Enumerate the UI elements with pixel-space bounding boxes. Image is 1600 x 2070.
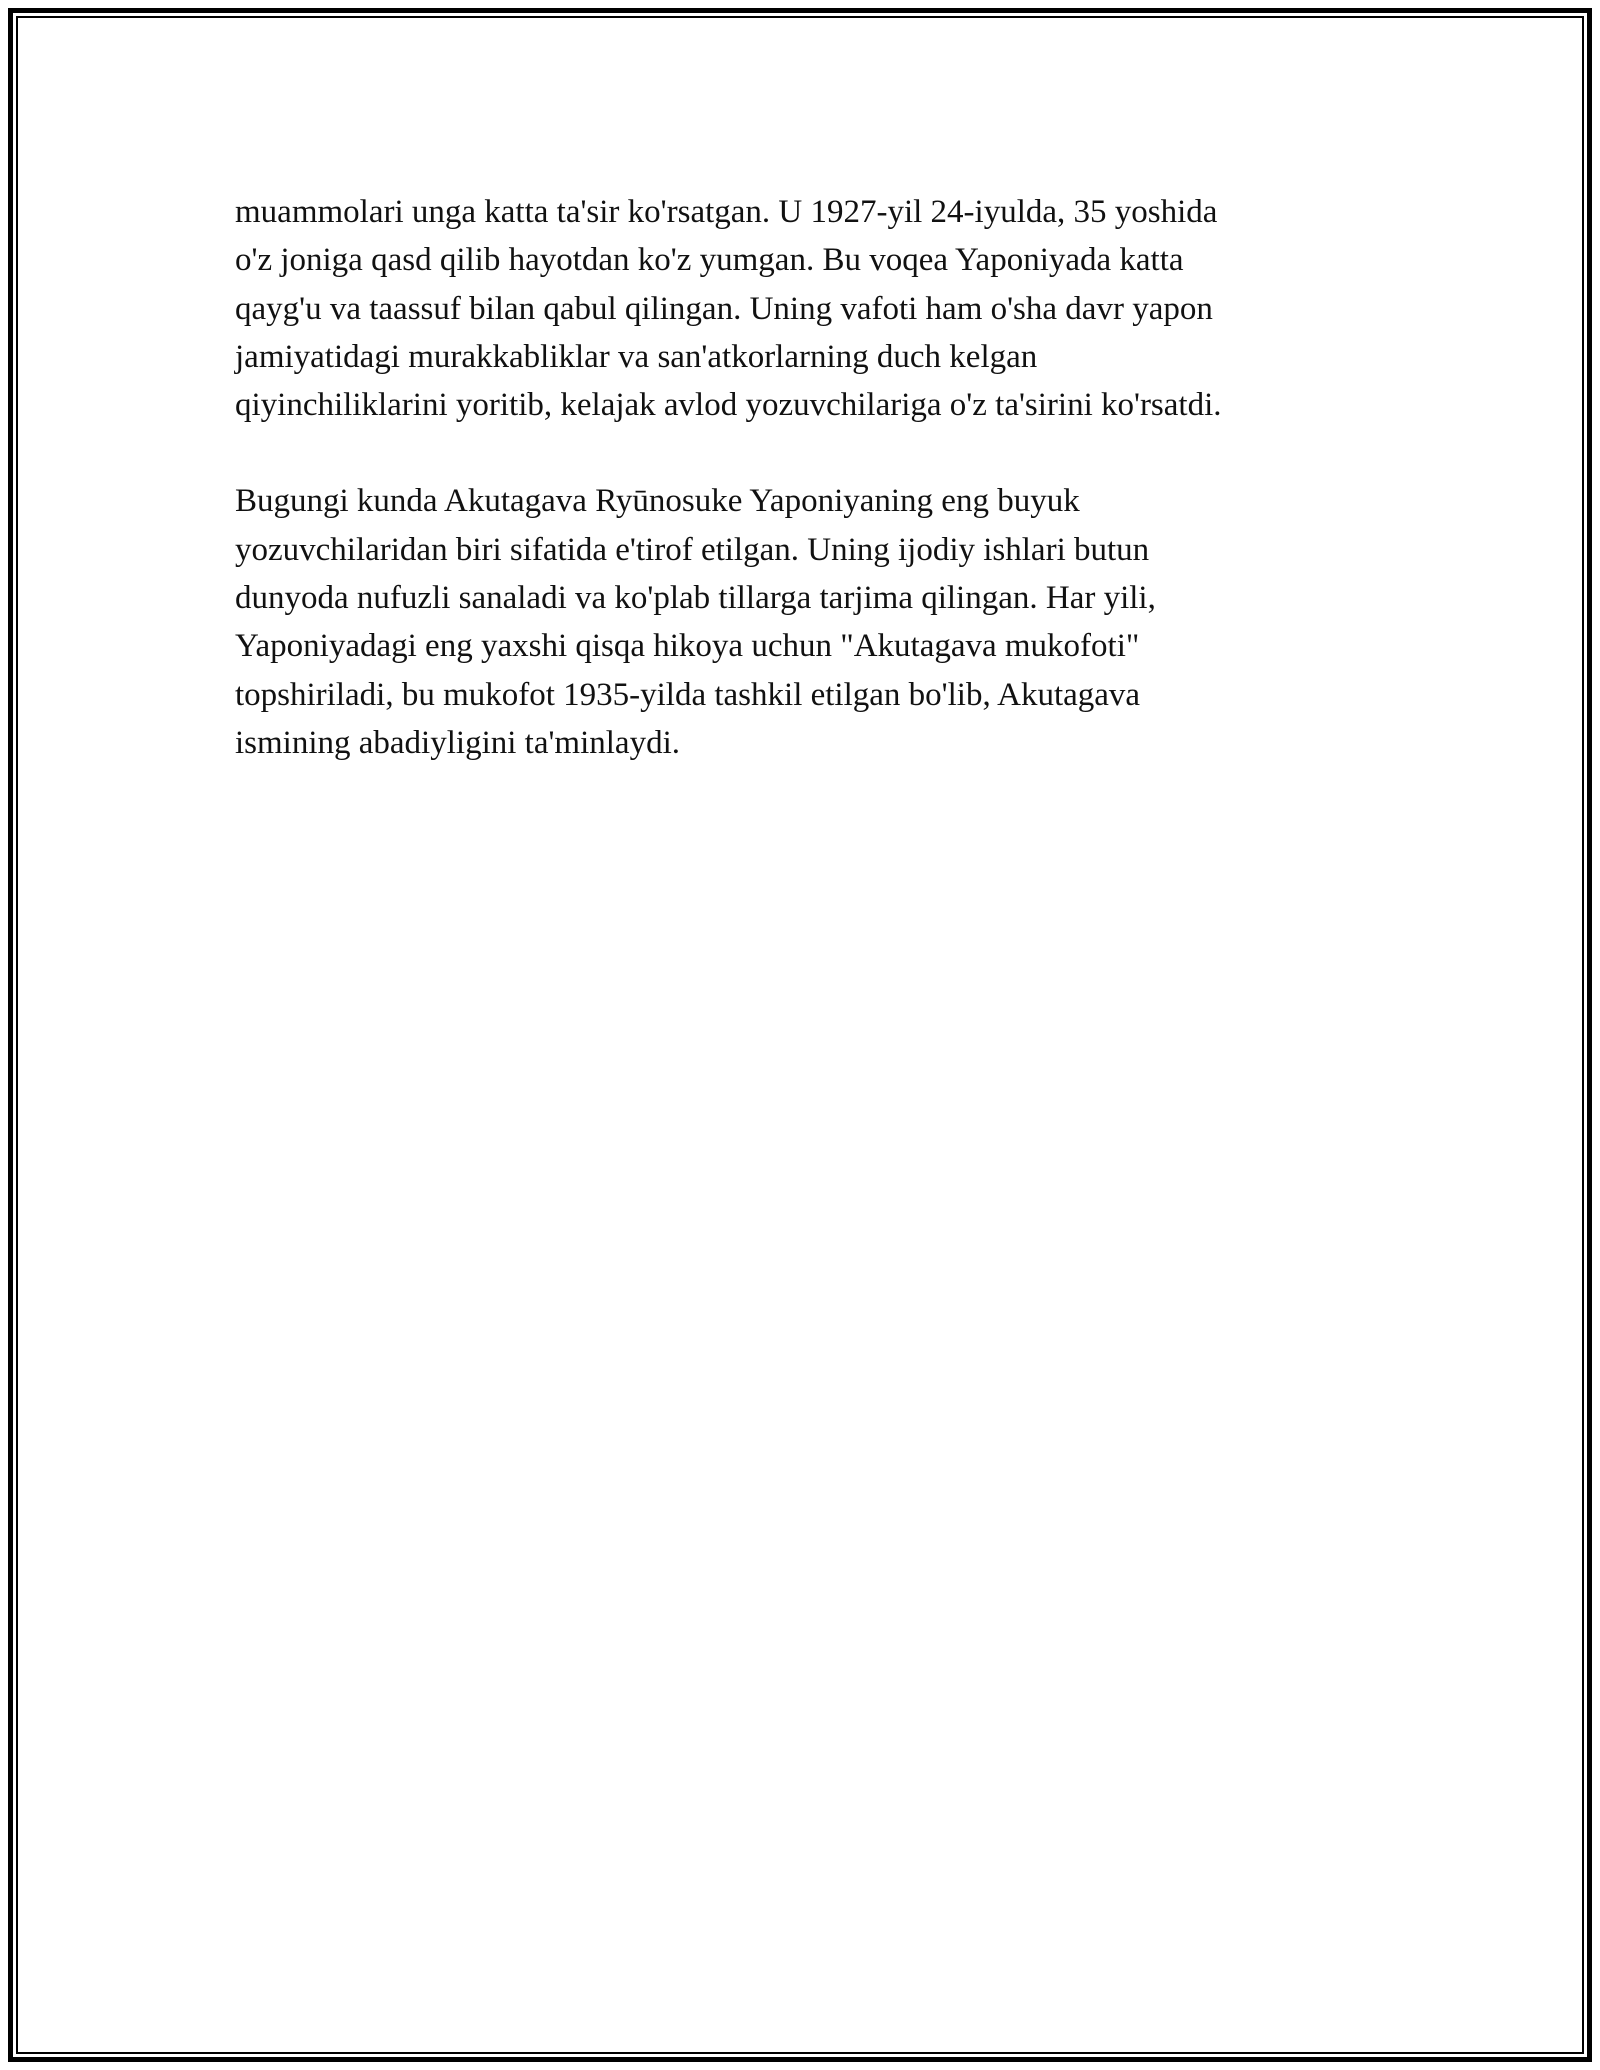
text-line: muammolari unga katta ta'sir ko'rsatgan. U 1927-yil 24-iyulda, 35 yoshida	[235, 194, 1218, 230]
text-line: topshiriladi, bu mukofot 1935-yilda tashkil etilgan bo'lib, Akutagava	[235, 676, 1141, 713]
text-line: qayg'u va taassuf bilan qabul qilingan. Uning vafoti ham o'sha davr yapon	[235, 290, 1213, 327]
text-line: o'z joniga qasd qilib hayotdan ko'z yumgan. Bu voqea Yaponiyada katta	[235, 242, 1184, 279]
paragraph-1	[235, 188, 1355, 429]
text-line: Yaponiyadagi eng yaxshi qisqa hikoya uchun "Akutagava mukofoti"	[235, 628, 1140, 665]
text-line: dunyoda nufuzli sanaladi va ko'plab tillarga tarjima qilingan. Har yili,	[235, 580, 1156, 617]
text-line: yozuvchilaridan biri sifatida e'tirof etilgan. Uning ijodiy ishlari butun	[235, 531, 1150, 568]
text-line: qiyinchiliklarini yoritib, kelajak avlod yozuvchilariga o'z ta'sirini ko'rsatdi.	[235, 387, 1222, 424]
paragraph-2	[235, 477, 1355, 767]
document-body	[235, 188, 1355, 815]
text-line: ismining abadiyligini ta'minlaydi.	[235, 724, 680, 761]
text-line: Bugungi kunda Akutagava Ryūnosuke Yaponiyaning eng buyuk	[235, 483, 1080, 520]
text-line: jamiyatidagi murakkabliklar va san'atkorlarning duch kelgan	[235, 338, 1038, 375]
